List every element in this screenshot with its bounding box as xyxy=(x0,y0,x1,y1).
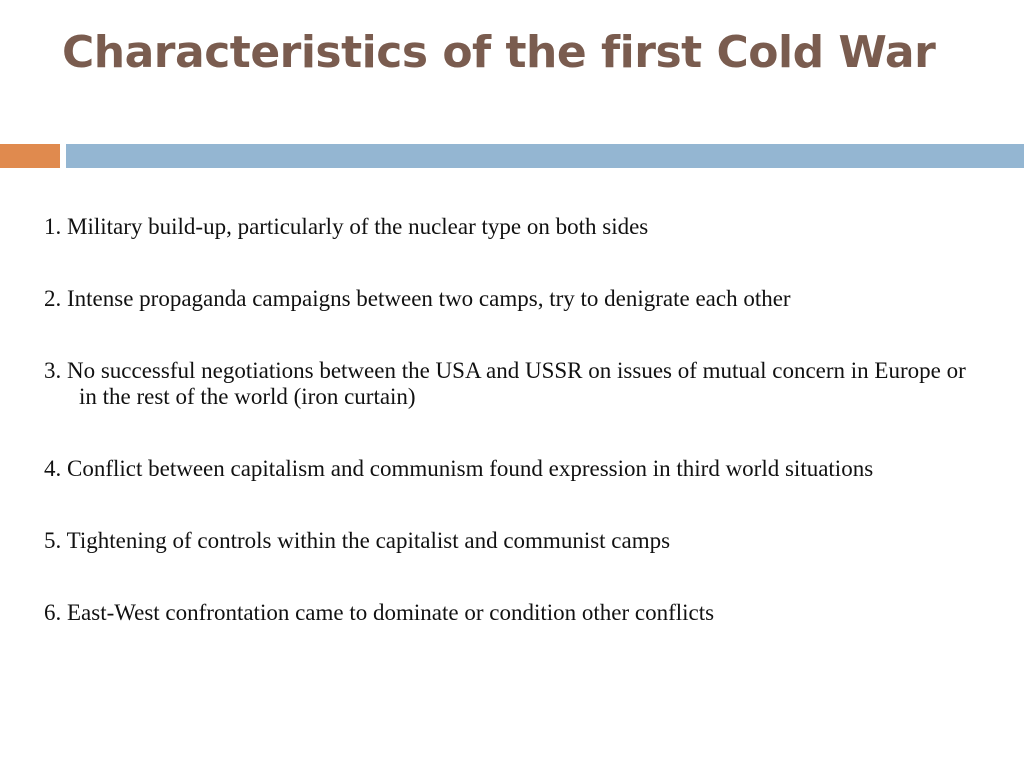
list-item: 4. Conflict between capitalism and communism found expression in third world situations xyxy=(44,456,874,481)
characteristics-list xyxy=(44,214,984,626)
accent-bar-blue xyxy=(66,144,1024,168)
list-item: 1. Military build-up, particularly of the nuclear type on both sides xyxy=(44,214,649,239)
slide-title: Characteristics of the first Cold War xyxy=(62,27,936,78)
list-item: 2. Intense propaganda campaigns between two camps, try to denigrate each other xyxy=(44,286,791,311)
list-item: 6. East-West confrontation came to dominate or condition other conflicts xyxy=(44,600,715,625)
accent-bar-orange xyxy=(0,144,60,168)
list-item: 5. Tightening of controls within the capitalist and communist camps xyxy=(44,528,671,553)
list-item: 3. No successful negotiations between the USA and USSR on issues of mutual concern in Europe or in the rest of the world (iron curtain) xyxy=(44,358,966,409)
